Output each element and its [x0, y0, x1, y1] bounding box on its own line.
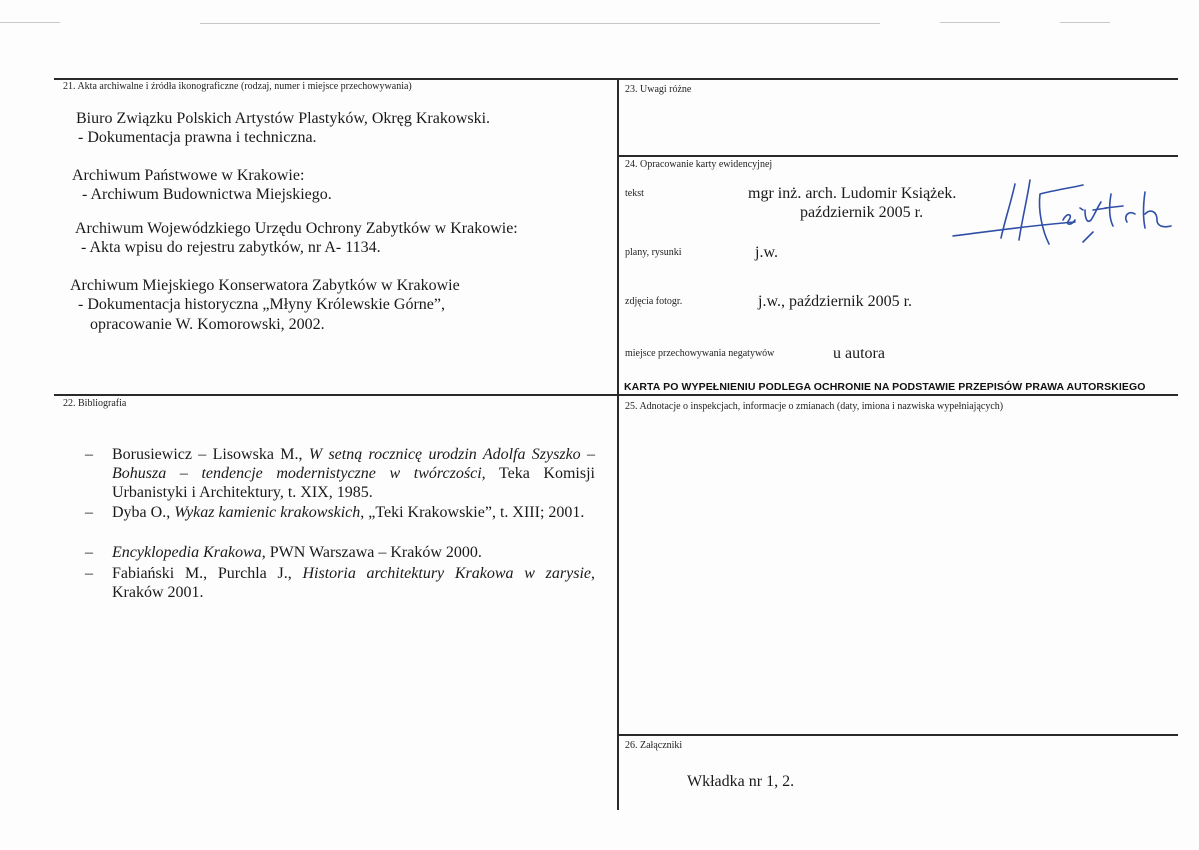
list-dash: –	[85, 446, 93, 463]
archive-line: - Dokumentacja prawna i techniczna.	[78, 129, 317, 146]
tekst-value-author: mgr inż. arch. Ludomir Książek.	[748, 185, 957, 202]
attachments-value: Wkładka nr 1, 2.	[687, 773, 795, 790]
bib-title: Wykaz kamienic krakowskich	[174, 504, 361, 521]
plany-value: j.w.	[755, 244, 778, 261]
bibliography-item	[85, 445, 595, 502]
miejsce-label: miejsce przechowywania negatywów	[625, 348, 775, 359]
archive-line: Archiwum Państwowe w Krakowie:	[72, 167, 305, 184]
signature-image	[945, 170, 1185, 250]
bibliography-item	[85, 503, 595, 522]
scan-line	[1060, 22, 1110, 23]
bib-publication: , „Teki Krakowskie”, t. XIII; 2001.	[360, 504, 585, 521]
archive-line: - Archiwum Budownictwa Miejskiego.	[82, 186, 332, 203]
section-22-title: 22. Bibliografia	[63, 398, 127, 409]
list-dash: –	[85, 504, 93, 521]
section-24-title: 24. Opracowanie karty ewidencyjnej	[625, 159, 773, 170]
divider-25-26	[618, 734, 1178, 736]
bib-title: Historia architektury Krakowa w zarysie	[302, 565, 591, 582]
scan-line	[0, 22, 60, 23]
section-21-title: 21. Akta archiwalne i źródła ikonograficzne (rodzaj, numer i miejsce przechowywania)	[63, 81, 412, 92]
scan-line	[940, 22, 1000, 23]
divider-23-24	[618, 155, 1178, 157]
tekst-value-date: październik 2005 r.	[800, 204, 924, 221]
plany-label: plany, rysunki	[625, 247, 682, 258]
bib-author: Fabiański M., Purchla J.,	[112, 565, 303, 582]
bib-author: Dyba O.,	[112, 504, 175, 521]
section-26-title: 26. Załączniki	[625, 740, 683, 751]
archive-line: Archiwum Miejskiego Konserwatora Zabytków w Krakowie	[70, 277, 460, 294]
archive-line: - Akta wpisu do rejestru zabytków, nr A- 1134.	[81, 239, 381, 256]
archive-line: Archiwum Wojewódzkiego Urzędu Ochrony Zabytków w Krakowie:	[75, 220, 518, 237]
bibliography-item	[85, 543, 595, 562]
zdjecia-label: zdjęcia fotogr.	[625, 296, 683, 307]
bib-publication: , PWN Warszawa – Kraków 2000.	[261, 544, 482, 561]
top-border	[54, 78, 1178, 80]
scan-line	[200, 23, 880, 24]
bib-publication: , Kraków 2001.	[112, 565, 595, 601]
bib-title: Encyklopedia Krakowa	[112, 544, 262, 561]
miejsce-value: u autora	[833, 345, 885, 362]
center-divider	[617, 78, 619, 810]
list-dash: –	[85, 544, 93, 561]
archive-line: Biuro Związku Polskich Artystów Plastyków, Okręg Krakowski.	[76, 110, 491, 127]
divider-21-22	[54, 394, 1178, 396]
bib-author: Borusiewicz – Lisowska M.,	[112, 446, 309, 463]
bibliography-item	[85, 564, 595, 602]
section-25-title: 25. Adnotacje o inspekcjach, informacje o zmianach (daty, imiona i nazwiska wypełniających)	[625, 401, 1004, 412]
archive-line: opracowanie W. Komorowski, 2002.	[90, 316, 325, 333]
zdjecia-value: j.w., październik 2005 r.	[758, 293, 913, 310]
tekst-label: tekst	[625, 188, 644, 199]
bib-title: W setną rocznicę urodzin Adolfa Szyszko – Bohusza – tendencje modernistyczne w twórczości,	[112, 446, 595, 482]
section-23-title: 23. Uwagi różne	[625, 84, 692, 95]
list-dash: –	[85, 565, 93, 582]
archive-line: - Dokumentacja historyczna „Młyny Królewskie Górne”,	[78, 296, 445, 313]
bib-publication: Teka Komisji Urbanistyki i Architektury, t. XIX, 1985.	[112, 465, 595, 501]
copyright-notice: KARTA PO WYPEŁNIENIU PODLEGA OCHRONIE NA PODSTAWIE PRZEPISÓW PRAWA AUTORSKIEGO	[624, 381, 1146, 393]
